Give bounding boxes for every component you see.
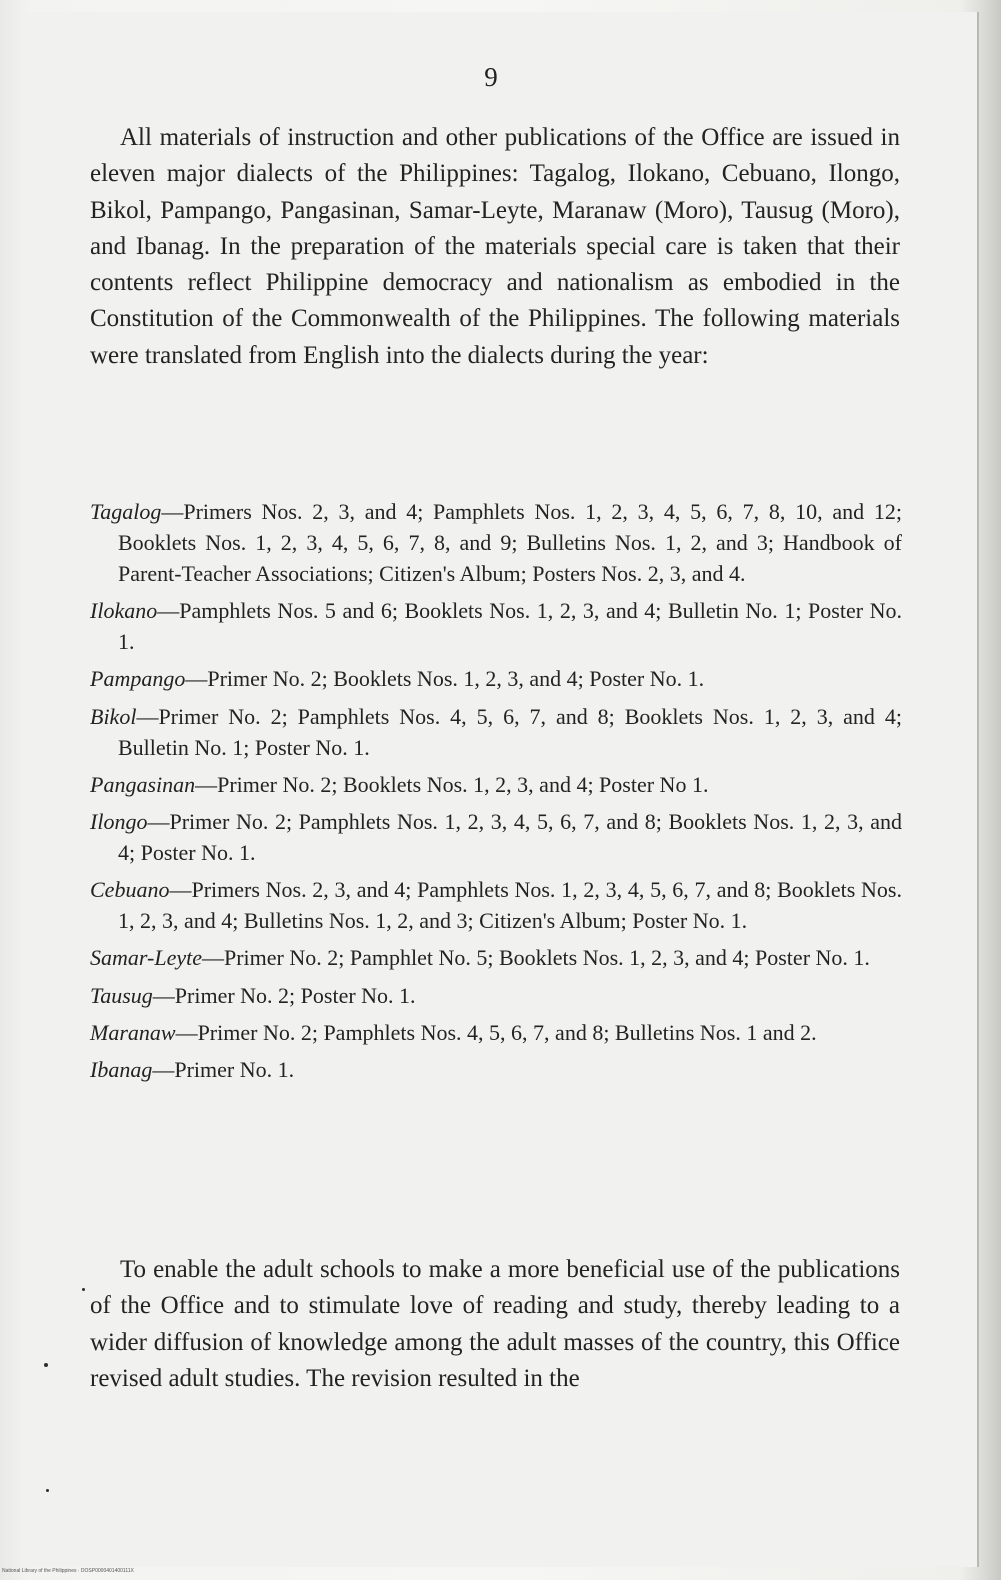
dialect-materials: Primer No. 2; Pamphlets Nos. 1, 2, 3, 4, 5, 6, 7, and 8; Booklets Nos. 1, 2, 3, and 4; Poster No. 1. [118, 808, 902, 865]
dialect-name: Pampango [90, 666, 186, 692]
scan-speck [44, 1363, 48, 1367]
dialect-materials: Primer No. 2; Pamphlets Nos. 4, 5, 6, 7, and 8; Bulletins Nos. 1 and 2. [197, 1019, 817, 1045]
intro-paragraph: All materials of instruction and other publications of the Office are issued in eleven major dialects of the Philippines: Tagalog, Ilokano, Cebuano, Ilongo, Bikol, Pampango, Pangasinan, Samar-Leyte, Maranaw (Moro), Tausug (Moro), and Ibanag. In the preparation of the materials special care is taken that their contents reflect Philippine democracy and nationalism as embodied in the Constitution of the Commonwealth of the Philippines. The following materials were translated from English into the dialects during the year: [90, 124, 900, 369]
dialect-entry [90, 769, 902, 800]
dialect-entry [90, 663, 902, 694]
dialect-materials: Primer No. 2; Pamphlet No. 5; Booklets Nos. 1, 2, 3, and 4; Poster No. 1. [223, 945, 870, 971]
closing-paragraph: To enable the adult schools to make a more beneficial use of the publications of the Office and to stimulate love of reading and study, thereby leading to a wider diffusion of knowledge among the adult masses of the country, this Office revised adult studies. The revision resulted in the [90, 1256, 900, 1392]
dialect-separator: — [152, 1056, 175, 1082]
dialect-separator: — [175, 1019, 198, 1045]
dialect-materials: Primer No. 2; Poster No. 1. [174, 982, 416, 1008]
dialect-entry [90, 595, 902, 657]
dialect-name: Samar-Leyte [90, 945, 202, 971]
dialect-materials: Primer No. 2; Booklets Nos. 1, 2, 3, and 4; Poster No 1. [217, 771, 709, 797]
dialect-entry [90, 806, 902, 868]
dialect-name: Ibanag [90, 1056, 153, 1082]
dialect-entry [90, 874, 902, 936]
dialect-separator: — [152, 982, 175, 1008]
dialect-entry [90, 942, 902, 973]
dialect-name: Ilokano [90, 598, 158, 624]
dialect-materials: Primer No. 2; Booklets Nos. 1, 2, 3, and 4; Poster No. 1. [207, 666, 705, 692]
dialect-name: Cebuano [90, 877, 170, 903]
dialect-entry [90, 496, 902, 589]
dialect-separator: — [161, 499, 184, 524]
dialect-materials: Primers Nos. 2, 3, and 4; Pamphlets Nos. 1, 2, 3, 4, 5, 6, 7, 8, 10, and 12; Booklets Nos. 1, 2, 3, 4, 5, 6, 7, 8, and 9; Bulletins Nos. 1, 2, and 3; Handbook of Parent-Teacher Associations; Citizen's Album; Posters Nos. 2, 3, and 4. [118, 499, 902, 586]
dialect-separator: — [169, 877, 192, 903]
dialect-materials: Primers Nos. 2, 3, and 4; Pamphlets Nos. 1, 2, 3, 4, 5, 6, 7, and 8; Booklets Nos. 1, 2, 3, and 4; Bulletins Nos. 1, 2, and 3; Citizen's Album; Poster No. 1. [118, 877, 902, 934]
scan-footer-credit: National Library of the Philippines · DOSP0000401400111X [2, 1568, 134, 1574]
dialect-separator: — [195, 771, 218, 797]
dialect-name: Pangasinan [90, 771, 196, 797]
dialect-materials: Primer No. 1. [174, 1056, 295, 1082]
dialect-separator: — [147, 808, 170, 834]
dialect-entry [90, 980, 902, 1011]
dialect-separator: — [157, 598, 180, 624]
dialect-name: Maranaw [90, 1019, 176, 1045]
scan-speck [82, 1288, 85, 1291]
dialect-name: Tagalog [90, 499, 162, 524]
dialect-separator: — [136, 703, 159, 729]
dialect-entry [90, 701, 902, 763]
page-number: 9 [484, 62, 498, 92]
dialect-name: Bikol [90, 703, 137, 729]
dialect-name: Tausug [90, 982, 153, 1008]
dialect-materials: Pamphlets Nos. 5 and 6; Booklets Nos. 1, 2, 3, and 4; Bulletin No. 1; Poster No. 1. [118, 598, 902, 655]
scan-speck [46, 1489, 49, 1492]
dialect-name: Ilongo [90, 808, 148, 834]
dialect-entry [90, 1017, 902, 1048]
dialect-entry [90, 1054, 902, 1085]
dialect-separator: — [185, 666, 208, 692]
dialect-materials: Primer No. 2; Pamphlets Nos. 4, 5, 6, 7, and 8; Booklets Nos. 1, 2, 3, and 4; Bulletin No. 1; Poster No. 1. [118, 703, 902, 760]
dialect-separator: — [201, 945, 224, 971]
dialect-publication-list [90, 496, 902, 1091]
